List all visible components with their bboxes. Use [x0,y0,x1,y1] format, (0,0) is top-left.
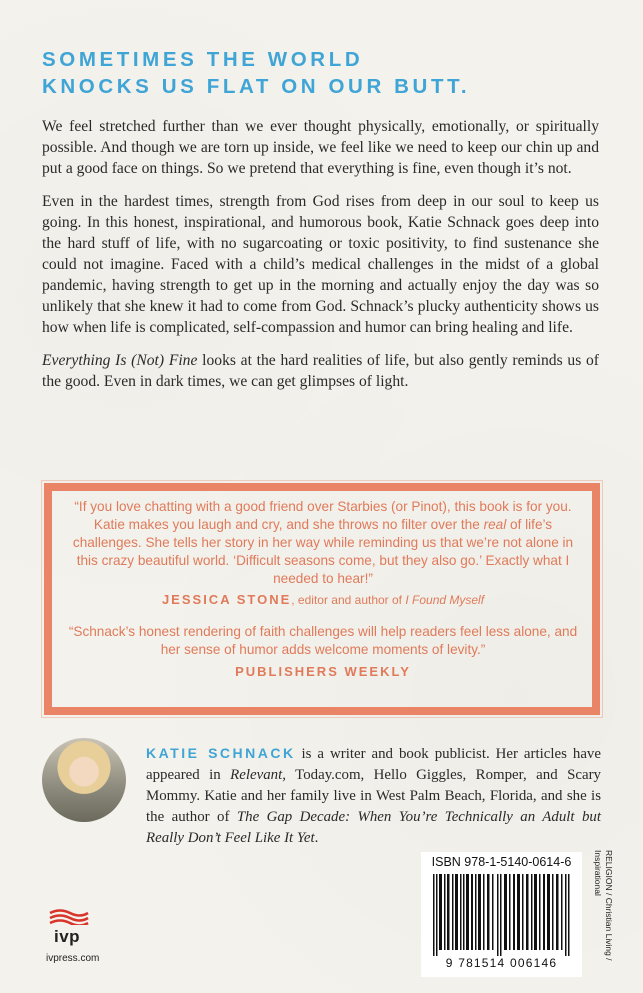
endorsement-attribution-1 [62,591,584,609]
publisher-logo [46,909,116,947]
barcode-block [421,852,582,977]
category-label [592,850,614,961]
barcode-digits: 9 781514 006146 [445,956,558,970]
endorser-name: JESSICA STONE [161,592,292,607]
author-photo [42,738,126,822]
publisher-logo-text: ivp [54,927,81,946]
quote-1-emphasis: real [483,517,507,532]
author-name: KATIE SCHNACK [146,745,296,761]
author-bio-text-3: . [314,830,319,846]
headline-line-1: SOMETIMES THE WORLD [42,48,364,71]
description-paragraph-2: Even in the hardest times, strength from God rises from deep in our soul to keep us going. In this honest, inspirational, and humorous book, Katie Schnack goes deep into the hard stuff of life, with no sugarcoating or toxic positivity, to find sustenance she could not imagine. Faced with a child’s medical challenges in the midst of a global pandemic, having strength to get up in the morning and actually enjoy the day was so unlikely that she knew it had to come from God. Schnack’s plucky authenticity shows us how when life is complicated, self-compassion and humor can bring healing and life. [42,193,599,336]
endorser-role: , editor and author of [291,593,406,607]
category-line-2: Inspirational [593,850,603,896]
endorser-book: I Found Myself [405,593,485,607]
endorsement-quote-1 [62,498,584,588]
author-bio-text-2: , Today.com, Hello Giggles, Romper, and Scary Mommy. Katie and her family live in West Palm Beach, Florida, and she is the author of [146,767,601,825]
description-paragraph-3 [42,350,599,392]
author-bio [146,743,601,849]
author-previous-book: The Gap Decade: When You’re Technically an Adult but Really Don’t Feel Like It Yet [146,809,601,846]
description-paragraph-3-text: looks at the hard realities of life, but also gently reminds us of the good. Even in dark times, we can get glimpses of light. [42,352,599,390]
description-paragraph-1: We feel stretched further than we ever thought physically, emotionally, or spiritually possible. And though we are torn up inside, we feel like we need to keep our chin up and put a good face on things. So we pretend that everything is fine, even though it’s not. [42,118,599,177]
category-line-1: RELIGION / Christian Living / [604,850,614,961]
book-description [42,116,599,404]
ivp-wave-icon [46,909,90,925]
headline [42,46,602,100]
book-title: Everything Is (Not) Fine [42,352,198,369]
endorsement-attribution-2: PUBLISHERS WEEKLY [235,664,411,679]
publication-name: Relevant [230,767,283,783]
endorsements [62,498,584,694]
quote-1-part-a: “If you love chatting with a good friend over Starbies (or Pinot), this book is for you. Katie makes you laugh and cry, and she throws no filter over the [74,499,572,532]
endorsement-quote-2: “Schnack’s honest rendering of faith challenges will help readers feel less alone, and her sense of humor adds welcome moments of levity.” [68,624,578,657]
barcode-icon [427,874,576,956]
quote-1-part-b: of life’s challenges. She tells her story in her way while reminding us that we’re not alone in this crazy beautiful world. ‘Difficult seasons come, but they also go.’ Exactly what I needed to hear!” [72,517,574,586]
publisher-url: ivpress.com [46,953,100,964]
author-bio-text-1: is a writer and book publicist. Her articles have appeared in [146,746,601,783]
headline-line-2: KNOCKS US FLAT ON OUR BUTT. [42,75,471,98]
isbn-label: ISBN 978-1-5140-0614-6 [431,855,572,869]
